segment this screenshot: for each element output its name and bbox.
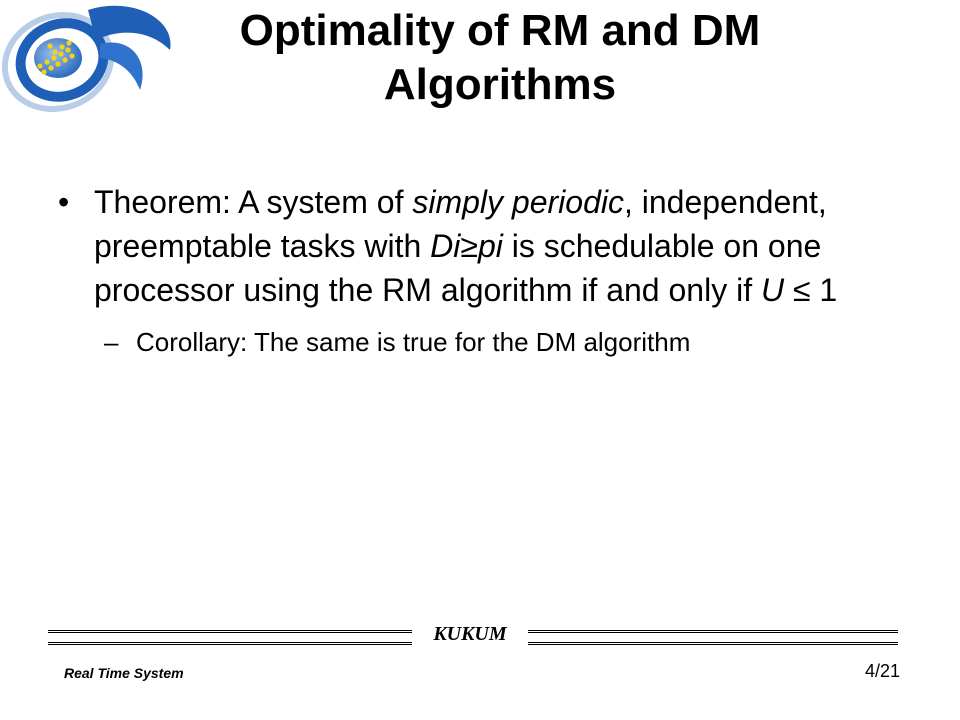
slide-body [58, 180, 918, 362]
footer-rule-right [528, 630, 898, 645]
theorem-text-u: U [760, 272, 785, 308]
university-logo [0, 0, 180, 140]
theorem-text-simply-periodic: simply periodic [412, 184, 624, 220]
theorem-text-1: Theorem: A system of [94, 184, 413, 220]
slide-page-number: 4/21 [864, 661, 900, 681]
theorem-text-3: , independent, preemptable tasks with [94, 184, 827, 264]
slide-title-line-2: Algorithms [383, 60, 617, 109]
university-logo-icon [0, 0, 180, 140]
footer-rule-left [48, 630, 412, 645]
corollary-text: Corollary: The same is true for the DM algorithm [136, 327, 691, 357]
slide-title [190, 4, 810, 112]
theorem-bullet [58, 180, 918, 312]
footer-course-name: Real Time System [64, 665, 184, 681]
bullet-marker: • [58, 184, 70, 220]
theorem-text-7: ≤ 1 [784, 272, 838, 308]
sub-bullet-marker: – [104, 327, 119, 357]
slide-title-line-1: Optimality of RM and DM [239, 6, 761, 55]
footer-brand: KUKUM [433, 623, 507, 645]
corollary-bullet [104, 322, 918, 362]
theorem-text-di-pi: Di≥pi [430, 228, 503, 264]
theorem-text-5: is schedulable on one processor using the RM algorithm if and only if [94, 228, 822, 308]
